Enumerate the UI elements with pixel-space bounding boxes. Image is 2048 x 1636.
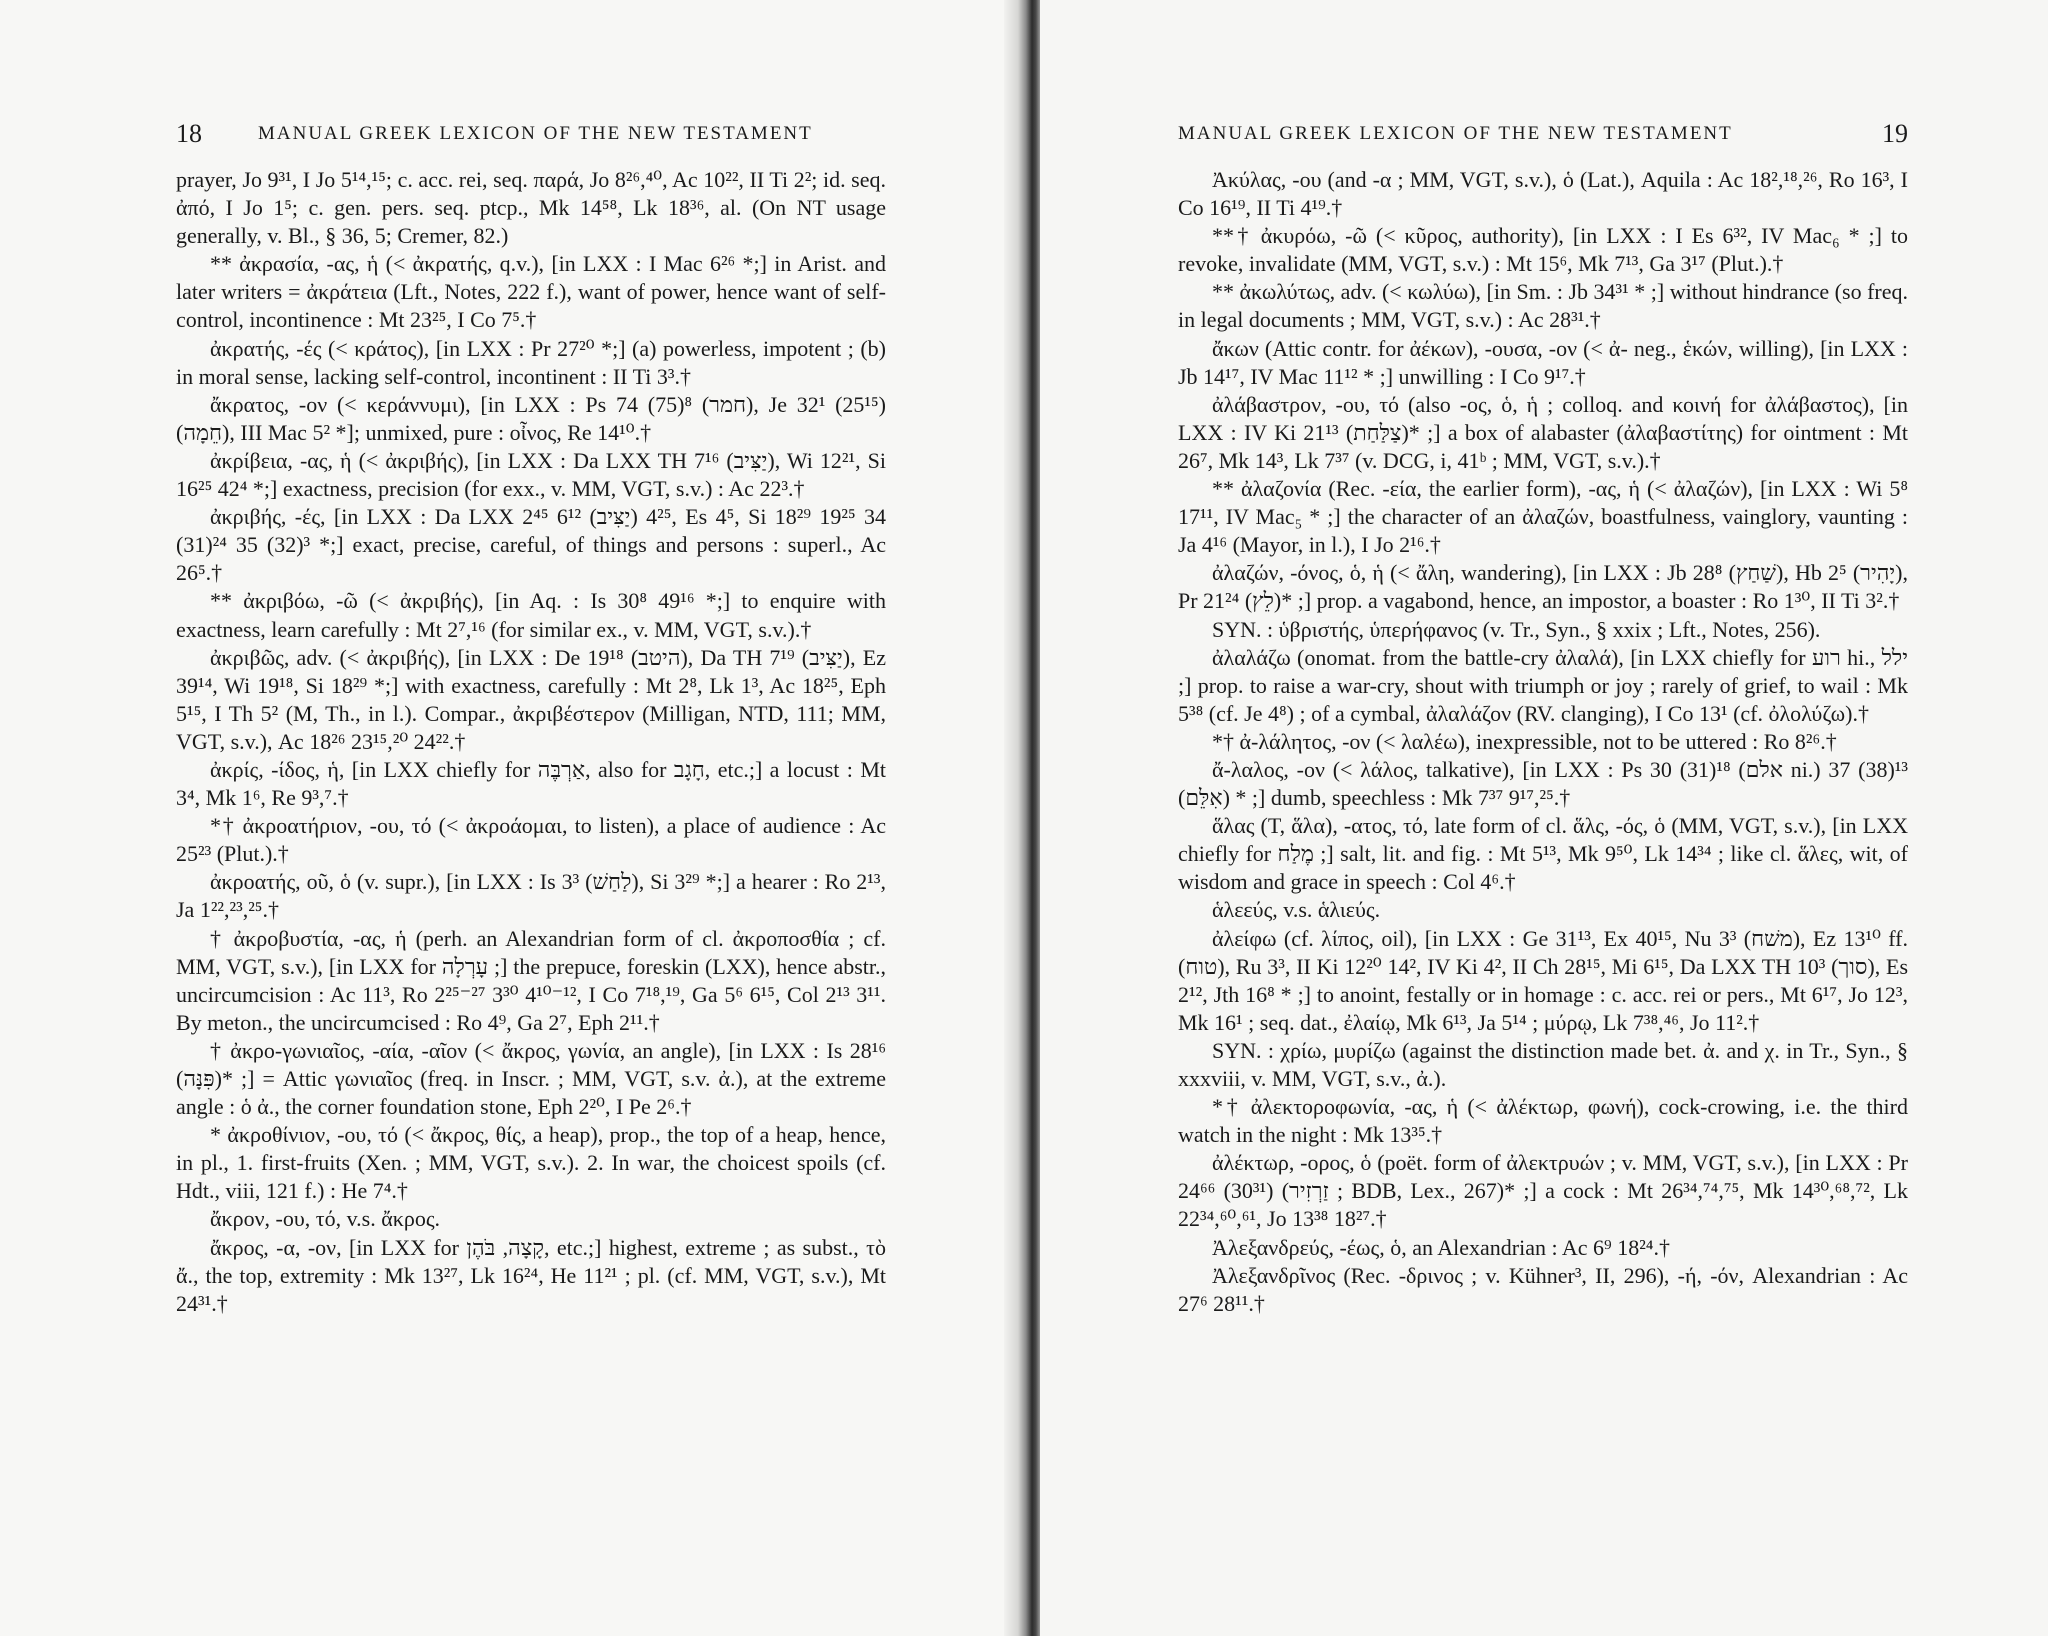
left-running-title: MANUAL GREEK LEXICON OF THE NEW TESTAMENT — [258, 123, 813, 144]
lexicon-entry: ἀκριβής, -ές, [in LXX : Da LXX 2⁴⁵ 6¹² (יַצִּיב) 4²⁵, Es 4⁵, Si 18²⁹ 19²⁵ 34 (31)²⁴ 35 (32)³ *;] exact, precise, careful, of things and persons : superl., Ac 26⁵.† — [176, 504, 886, 586]
lexicon-entry: † ἀκρο-γωνιαῖος, -αία, -αῖον (< ἄκρος, γωνία, an angle), [in LXX : Is 28¹⁶ (פִּנָּה)* ;] = Attic γωνιαῖος (freq. in Inscr. ; MM, VGT, s.v. ἀ.), at the extreme angle : ὁ ἀ., the corner foundation stone, Eph 2²⁰, I Pe 2⁶.† — [176, 1037, 886, 1120]
left-page — [0, 0, 1020, 1636]
lexicon-entry: ἄ-λαλος, -ον (< λάλος, talkative), [in LXX : Ps 30 (31)¹⁸ (אלם ni.) 37 (38)¹³ (אִלֵּם) * ;] dumb, speechless : Mk 7³⁷ 9¹⁷,²⁵.† — [1178, 756, 1908, 811]
lexicon-entry: *† ἀ-λάλητος, -ον (< λαλέω), inexpressible, not to be uttered : Ro 8²⁶.† — [1212, 728, 1837, 754]
lexicon-entry: ἄκρον, -ου, τό, v.s. ἄκρος. — [210, 1206, 441, 1232]
lexicon-entry: **† ἀκυρόω, -ῶ (< κῦρος, authority), [in LXX : I Es 6³², IV Mac₆ * ;] to revoke, invalidate (MM, VGT, s.v.) : Mt 15⁶, Mk 7¹³, Ga 3¹⁷ (Plut.).† — [1178, 223, 1908, 277]
lexicon-entry: ἀλείφω (cf. λίπος, oil), [in LXX : Ge 31¹³, Ex 40¹⁵, Nu 3³ (משׁח), Ez 13¹⁰ ff. (טוח), Ru 3³, II Ki 12²⁰ 14², IV Ki 4², II Ch 28¹⁵, Mi 6¹⁵, Da LXX TH 10³ (סוך), Es 2¹², Jth 16⁸ * ;] to anoint, festally or in homage : c. acc. rei or pers., Mt 6¹⁷, Jo 12³, Mk 16¹ ; seq. dat., ἐλαίῳ, Mk 6¹³, Ja 5¹⁴ ; μύρῳ, Lk 7³⁸,⁴⁶, Jo 11².† — [1178, 925, 1908, 1035]
lexicon-entry: Ἀλεξανδρεύς, -έως, ὁ, an Alexandrian : Ac 6⁹ 18²⁴.† — [1212, 1234, 1670, 1260]
lexicon-entry: ἀκρατής, -ές (< κράτος), [in LXX : Pr 27²⁰ *;] (a) powerless, impotent ; (b) in moral sense, lacking self-control, incontinent : II Ti 3³.† — [176, 335, 886, 389]
left-text-column — [176, 166, 886, 1596]
right-running-head — [1178, 116, 1908, 152]
lexicon-entry: prayer, Jo 9³¹, I Jo 5¹⁴,¹⁵; c. acc. rei, seq. παρά, Jo 8²⁶,⁴⁰, Ac 10²², II Ti 2²; id. seq. ἀπό, I Jo 1⁵; c. gen. pers. seq. ptcp., Mk 14⁵⁸, Lk 18³⁶, al. (On NT usage generally, v. Bl., § 36, 5; Cremer, 82.) — [176, 167, 886, 249]
synonym-note: SYN. : χρίω, μυρίζω (against the distinction made bet. ἀ. and χ. in Tr., Syn., § xxxviii, v. MM, VGT, s.v., ἀ.). — [1178, 1037, 1908, 1091]
lexicon-entry: ** ἀκρασία, -ας, ἡ (< ἀκρατής, q.v.), [in LXX : I Mac 6²⁶ *;] in Arist. and later writers = ἀκράτεια (Lft., Notes, 222 f.), want of power, hence want of self-control, incontinence : Mt 23²⁵, I Co 7⁵.† — [176, 251, 886, 333]
left-page-number: 18 — [176, 119, 202, 148]
right-text-column — [1178, 166, 1908, 1596]
lexicon-entry: ** ἀλαζονία (Rec. -εία, the earlier form), -ας, ἡ (< ἀλαζών), [in LXX : Wi 5⁸ 17¹¹, IV Mac₅ * ;] the character of an ἀλαζών, boastfulness, vainglory, vaunting : Ja 4¹⁶ (Mayor, in l.), I Jo 2¹⁶.† — [1178, 476, 1908, 558]
lexicon-entry: ἀλέκτωρ, -ορος, ὁ (poët. form of ἀλεκτρυών ; v. MM, VGT, s.v.), [in LXX : Pr 24⁶⁶ (30³¹) (זַרְזִיר ; BDB, Lex., 267)* ;] a cock : Mt 26³⁴,⁷⁴,⁷⁵, Mk 14³⁰,⁶⁸,⁷², Lk 22³⁴,⁶⁰,⁶¹, Jo 13³⁸ 18²⁷.† — [1178, 1150, 1908, 1232]
lexicon-entry: ἀλαζών, -όνος, ὁ, ἡ (< ἄλη, wandering), [in LXX : Jb 28⁸ (שַׁחַץ), Hb 2⁵ (יָהִיר), Pr 21²⁴ (לֵץ)* ;] prop. a vagabond, hence, an impostor, a boaster : Ro 1³⁰, II Ti 3².† — [1178, 560, 1908, 614]
lexicon-entry: ἀλαλάζω (onomat. from the battle-cry ἀλαλά), [in LXX chiefly for רוע hi., ילל ;] prop. to raise a war-cry, shout with triumph or joy ; rarely of grief, to wail : Mk 5³⁸ (cf. Je 4⁸) ; of a cymbal, ἀλαλάζον (RV. clanging), I Co 13¹ (cf. ὀλολύζω).† — [1178, 644, 1908, 726]
lexicon-entry: ἄκρατος, -ον (< κεράννυμι), [in LXX : Ps 74 (75)⁸ (חמר), Je 32¹ (25¹⁵) (חֵמָה), III Mac 5² *]; unmixed, pure : οἶνος, Re 14¹⁰.† — [176, 391, 886, 445]
lexicon-entry: ἄκρος, -α, -ον, [in LXX for קָצָה, בֹּהֶן, etc.;] highest, extreme ; as subst., τὸ ἄ., the top, extremity : Mk 13²⁷, Lk 16²⁴, He 11²¹ ; pl. (cf. MM, VGT, s.v.), Mt 24³¹.† — [176, 1234, 886, 1316]
synonym-note: SYN. : ὑβριστής, ὑπερήφανος (v. Tr., Syn., § xxix ; Lft., Notes, 256). — [1212, 616, 1821, 642]
lexicon-entry: * ἀκροθίνιον, -ου, τό (< ἄκρος, θίς, a heap), prop., the top of a heap, hence, in pl., 1. first-fruits (Xen. ; MM, VGT, s.v.). 2. In war, the choicest spoils (cf. Hdt., viii, 121 f.) : He 7⁴.† — [176, 1122, 886, 1204]
lexicon-entry: ἀκριβῶς, adv. (< ἀκριβής), [in LXX : De 19¹⁸ (היטב), Da TH 7¹⁹ (יַצִּיב), Ez 39¹⁴, Wi 19¹⁸, Si 18²⁹ *;] with exactness, carefully : Mt 2⁸, Lk 1³, Ac 18²⁵, Eph 5¹⁵, I Th 5² (M, Th., in l.). Compar., ἀκριβέστερον (Milligan, NTD, 111; MM, VGT, s.v.), Ac 18²⁶ 23¹⁵,²⁰ 24²².† — [176, 644, 886, 754]
lexicon-entry: ἀκρίβεια, -ας, ἡ (< ἀκριβής), [in LXX : Da LXX TH 7¹⁶ (יַצִּיב), Wi 12²¹, Si 16²⁵ 42⁴ *;] exactness, precision (for exx., v. MM, VGT, s.v.) : Ac 22³.† — [176, 447, 886, 502]
lexicon-entry: ἄκων (Attic contr. for ἀέκων), -ουσα, -ον (< ἀ- neg., ἑκών, willing), [in LXX : Jb 14¹⁷, IV Mac 11¹² * ;] unwilling : I Co 9¹⁷.† — [1178, 335, 1908, 389]
lexicon-entry: ἁλεεύς, v.s. ἁλιεύς. — [1212, 897, 1381, 923]
left-running-head — [176, 116, 886, 152]
right-running-title: MANUAL GREEK LEXICON OF THE NEW TESTAMENT — [1178, 123, 1733, 144]
lexicon-entry: Ἀλεξανδρῖνος (Rec. -δρινος ; v. Kühner³, II, 296), -ή, -όν, Alexandrian : Ac 27⁶ 28¹¹.† — [1178, 1262, 1908, 1316]
lexicon-entry: † ἀκροβυστία, -ας, ἡ (perh. an Alexandrian form of cl. ἀκροποσθία ; cf. MM, VGT, s.v.), [in LXX for עָרְלָה ;] the prepuce, foreskin (LXX), hence abstr., uncircumcision : Ac 11³, Ro 2²⁵⁻²⁷ 3³⁰ 4¹⁰⁻¹², I Co 7¹⁸,¹⁹, Ga 5⁶ 6¹⁵, Col 2¹³ 3¹¹. By meton., the uncircumcised : Ro 4⁹, Ga 2⁷, Eph 2¹¹.† — [176, 925, 886, 1035]
right-page-number: 19 — [1882, 119, 1908, 148]
lexicon-entry: ἀλάβαστρον, -ου, τό (also -ος, ὁ, ἡ ; colloq. and κοινή for ἀλάβαστος), [in LXX : IV Ki 21¹³ (צַלַּחַת)* ;] a box of alabaster (ἀλαβαστίτης) for ointment : Mt 26⁷, Mk 14³, Lk 7³⁷ (v. DCG, i, 41ᵇ ; MM, VGT, s.v.).† — [1178, 391, 1908, 473]
book-gutter — [1004, 0, 1044, 1636]
lexicon-entry: ** ἀκριβόω, -ῶ (< ἀκριβής), [in Aq. : Is 30⁸ 49¹⁶ *;] to enquire with exactness, learn carefully : Mt 2⁷,¹⁶ (for similar ex., v. MM, VGT, s.v.).† — [176, 588, 886, 642]
lexicon-entry: ἀκρίς, -ίδος, ἡ, [in LXX chiefly for אַרְבֶּה, also for חָגָב, etc.;] a locust : Mt 3⁴, Mk 1⁶, Re 9³,⁷.† — [176, 756, 886, 811]
lexicon-entry: *† ἀλεκτοροφωνία, -ας, ἡ (< ἀλέκτωρ, φωνή), cock-crowing, i.e. the third watch in the night : Mk 13³⁵.† — [1178, 1094, 1908, 1148]
lexicon-entry: Ἀκύλας, -ου (and -α ; MM, VGT, s.v.), ὁ (Lat.), Aquila : Ac 18²,¹⁸,²⁶, Ro 16³, I Co 16¹⁹, II Ti 4¹⁹.† — [1178, 167, 1908, 221]
lexicon-entry: *† ἀκροατήριον, -ου, τό (< ἀκροάομαι, to listen), a place of audience : Ac 25²³ (Plut.).† — [176, 813, 886, 867]
lexicon-entry: ἅλας (T, ἅλα), -ατος, τό, late form of cl. ἅλς, -ός, ὁ (MM, VGT, s.v.), [in LXX chiefly for מֶלַח ;] salt, lit. and fig. : Mt 5¹³, Mk 9⁵⁰, Lk 14³⁴ ; like cl. ἅλες, wit, of wisdom and grace in speech : Col 4⁶.† — [1178, 813, 1908, 895]
lexicon-entry: ** ἀκωλύτως, adv. (< κωλύω), [in Sm. : Jb 34³¹ * ;] without hindrance (so freq. in legal documents ; MM, VGT, s.v.) : Ac 28³¹.† — [1178, 279, 1908, 333]
lexicon-entry: ἀκροατής, οῦ, ὁ (v. supr.), [in LXX : Is 3³ (לַחַשׁ), Si 3²⁹ *;] a hearer : Ro 2¹³, Ja 1²²,²³,²⁵.† — [176, 869, 886, 923]
